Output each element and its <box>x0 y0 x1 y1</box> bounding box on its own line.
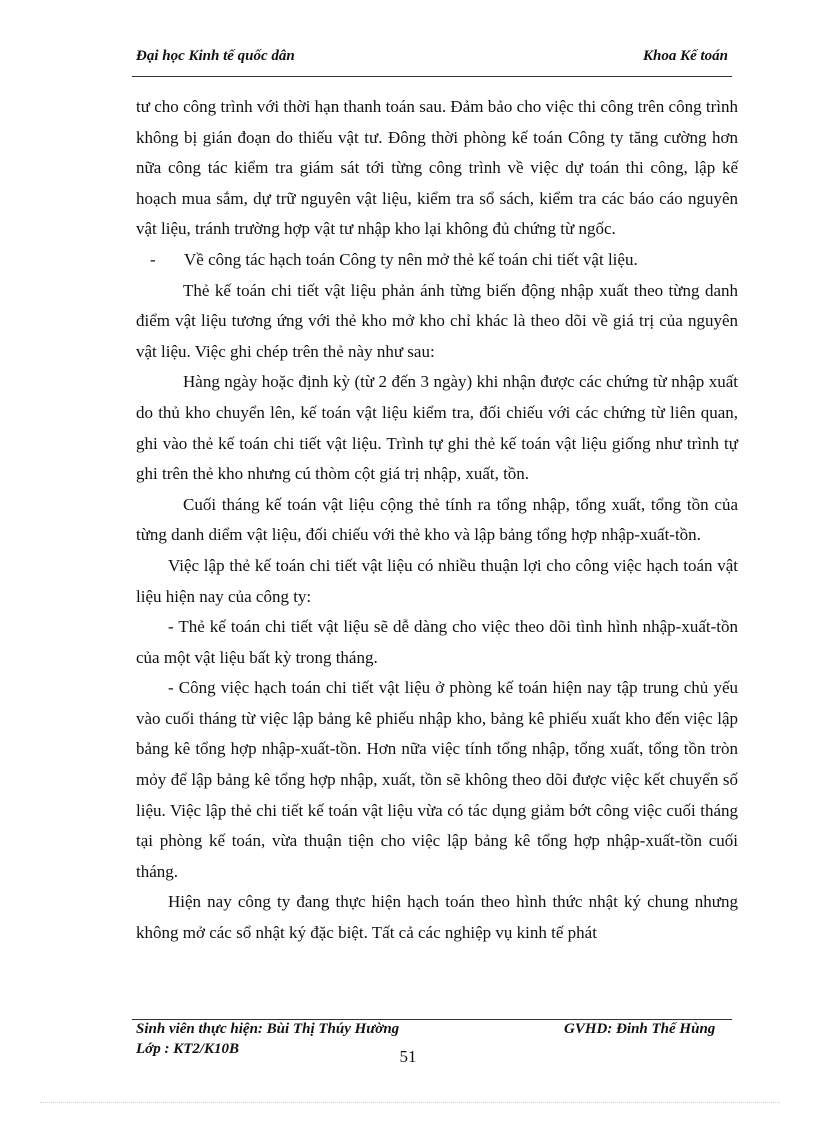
paragraph-5: Cuối tháng kế toán vật liệu cộng thẻ tính ra tổng nhập, tổng xuất, tổng tồn của từng danh diểm vật liệu, đối chiếu với thẻ kho và lập bảng tổng hợp nhập-xuất-tồn. <box>136 494 738 545</box>
page-header <box>136 48 728 72</box>
paragraph-3: Thẻ kế toán chi tiết vật liệu phản ánh từng biến động nhập xuất theo từng danh điểm vật liệu tương ứng với thẻ kho mở kho chỉ khác là theo dõi về giá trị của nguyên vật liệu. Việc ghi chép trên thẻ này như sau: <box>136 280 738 361</box>
paragraph-7: - Thẻ kế toán chi tiết vật liệu sẽ dễ dàng cho việc theo dõi tình hình nhập-xuất-tồn của một vật liệu bất kỳ trong tháng. <box>136 617 738 667</box>
header-university: Đại học Kinh tế quốc dân <box>136 48 295 64</box>
footer-advisor: GVHD: Đinh Thế Hùng <box>564 1021 716 1037</box>
paragraph-1: tư cho công trình với thời hạn thanh toán sau. Đảm bảo cho việc thi công trên công trình không bị gián đoạn do thiếu vật tư. Đông thời phòng kế toán Công ty tăng cường hơn nữa công tác kiểm tra giám sát tới từng công trình về việc dự toán thi công, lập kế hoạch mua sắm, dự trữ nguyên vật liệu, kiểm tra sổ sách, kiểm tra các báo cáo nguyên vật liệu, tránh trường hợp vật tư nhập kho lại không đủ chứng từ ngốc. <box>136 97 738 239</box>
page-bottom-divider <box>40 1102 780 1103</box>
bullet-paragraph <box>136 245 738 276</box>
footer-class: Lớp : KT2/K10B <box>136 1041 240 1057</box>
document-body <box>136 92 738 949</box>
footer-student: Sinh viên thực hiện: Bùi Thị Thúy Hường <box>136 1021 400 1037</box>
paragraph-9: Hiện nay công ty đang thực hiện hạch toán theo hình thức nhật ký chung nhưng không mở các sổ nhật ký đặc biệt. Tất cả các nghiệp vụ kinh tế phát <box>136 892 738 943</box>
page-number: 51 <box>399 1047 417 1066</box>
paragraph-4: Hàng ngày hoặc định kỳ (từ 2 đến 3 ngày) khi nhận được các chứng từ nhập xuất do thủ kho chuyển lên, kế toán vật liệu kiểm tra, đối chiếu với các chứng từ liên quan, ghi vào thẻ kế toán chi tiết vật liệu. Trình tự ghi thẻ kế toán vật liệu giống như trình tự ghi trên thẻ kho nhưng cú thòm cột giá trị nhập, xuất, tồn. <box>136 372 738 484</box>
paragraph-8: - Công việc hạch toán chi tiết vật liệu ở phòng kế toán hiện nay tập trung chủ yếu vào cuối tháng từ việc lập bảng kê phiếu nhập kho, bảng kê phiếu xuất kho đến việc lập bảng kê tổng hợp nhập-xuất-tồn. Hơn nữa việc tính tổng nhập, tổng xuất, tổng tồn tròn mỏy để lập bảng kê tổng hợp nhập, xuất, tồn sẽ không theo dõi được việc kết chuyển số liệu. Việc lập thẻ chi tiết kế toán vật liệu vừa có tác dụng giảm bớt công việc cuối tháng tại phòng kế toán, vừa thuận tiện cho việc lập bảng kê tổng hợp nhập-xuất-tồn cuối tháng. <box>136 678 738 881</box>
footer-divider <box>132 1019 732 1020</box>
paragraph-6: Việc lập thẻ kế toán chi tiết vật liệu có nhiều thuận lợi cho công việc hạch toán vật liệu hiện nay của công ty: <box>136 555 738 606</box>
header-divider <box>132 76 732 77</box>
bullet-mark: - <box>150 249 156 269</box>
bullet-text: Về công tác hạch toán Công ty nên mở thẻ kế toán chi tiết vật liệu. <box>184 249 638 269</box>
header-department: Khoa Kế toán <box>642 48 728 64</box>
